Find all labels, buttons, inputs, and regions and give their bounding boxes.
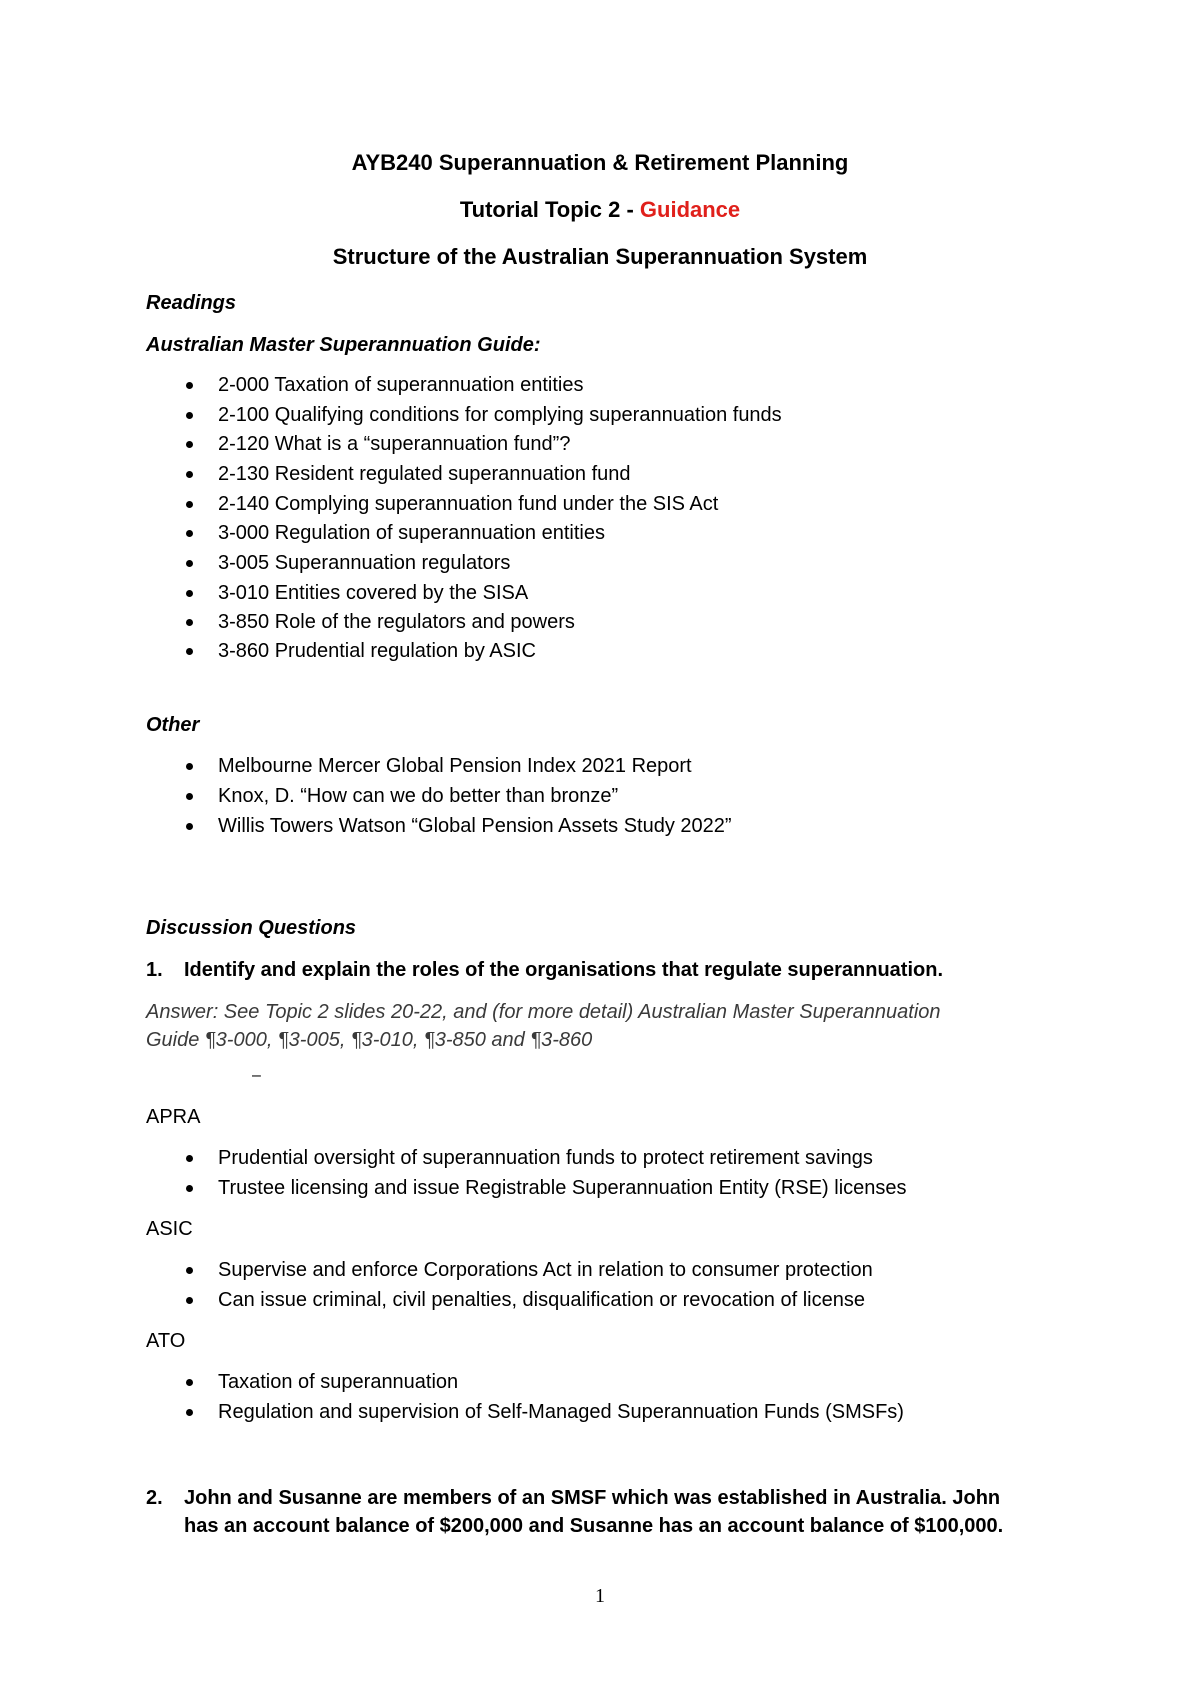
- guide-heading: Australian Master Superannuation Guide:: [146, 334, 541, 356]
- reading-item: 2-100 Qualifying conditions for complying superannuation funds: [218, 404, 782, 426]
- regulator-point: Supervise and enforce Corporations Act in relation to consumer protection: [218, 1259, 873, 1281]
- other-item: Melbourne Mercer Global Pension Index 2021 Report: [218, 755, 692, 777]
- subtitle: Structure of the Australian Superannuation System: [332, 244, 868, 269]
- reading-item: 2-000 Taxation of superannuation entities: [218, 374, 584, 396]
- regulator-name-ato: ATO: [146, 1330, 186, 1352]
- regulator-point: Regulation and supervision of Self-Managed Superannuation Funds (SMSFs): [218, 1401, 904, 1423]
- reading-item: 3-010 Entities covered by the SISA: [218, 582, 529, 604]
- answer-line-1: Answer: See Topic 2 slides 20-22, and (for more detail) Australian Master Superannuation: [146, 1001, 941, 1023]
- reading-item: 3-860 Prudential regulation by ASIC: [218, 640, 536, 662]
- regulator-name-asic: ASIC: [146, 1218, 193, 1240]
- course-title: AYB240 Superannuation & Retirement Planning: [351, 150, 849, 175]
- regulator-point: Trustee licensing and issue Registrable Superannuation Entity (RSE) licenses: [218, 1177, 907, 1199]
- other-item: Knox, D. “How can we do better than bronze”: [218, 785, 619, 807]
- reading-item: 3-005 Superannuation regulators: [218, 552, 511, 574]
- regulator-point: Can issue criminal, civil penalties, disqualification or revocation of license: [218, 1289, 865, 1311]
- question-1-number: 1.: [146, 959, 163, 981]
- page-number: 1: [595, 1585, 605, 1607]
- reading-item: 2-140 Complying superannuation fund under the SIS Act: [218, 493, 719, 515]
- topic-prefix: Tutorial Topic 2 -: [459, 197, 640, 222]
- other-item: Willis Towers Watson “Global Pension Assets Study 2022”: [218, 815, 732, 837]
- other-heading: Other: [146, 714, 200, 736]
- readings-heading: Readings: [146, 292, 237, 314]
- topic-highlight: Guidance: [639, 197, 741, 222]
- regulator-point: Taxation of superannuation: [218, 1371, 459, 1393]
- dash-mark: –: [252, 1067, 261, 1084]
- reading-item: 3-000 Regulation of superannuation entities: [218, 522, 605, 544]
- question-2-line-2: has an account balance of $200,000 and Susanne has an account balance of $100,000.: [184, 1515, 1004, 1537]
- reading-item: 3-850 Role of the regulators and powers: [218, 611, 575, 633]
- regulator-name-apra: APRA: [146, 1106, 201, 1128]
- reading-item: 2-120 What is a “superannuation fund”?: [218, 433, 571, 455]
- topic-title: [0, 197, 1200, 223]
- answer-line-2: Guide ¶3-000, ¶3-005, ¶3-010, ¶3-850 and ¶3-860: [146, 1029, 593, 1051]
- discussion-heading: Discussion Questions: [146, 917, 357, 939]
- question-2-line-1: John and Susanne are members of an SMSF which was established in Australia. John: [184, 1487, 1001, 1509]
- reading-item: 2-130 Resident regulated superannuation fund: [218, 463, 631, 485]
- question-1-text: Identify and explain the roles of the organisations that regulate superannuation.: [184, 959, 943, 981]
- question-2-number: 2.: [146, 1487, 163, 1509]
- regulator-point: Prudential oversight of superannuation funds to protect retirement savings: [218, 1147, 873, 1169]
